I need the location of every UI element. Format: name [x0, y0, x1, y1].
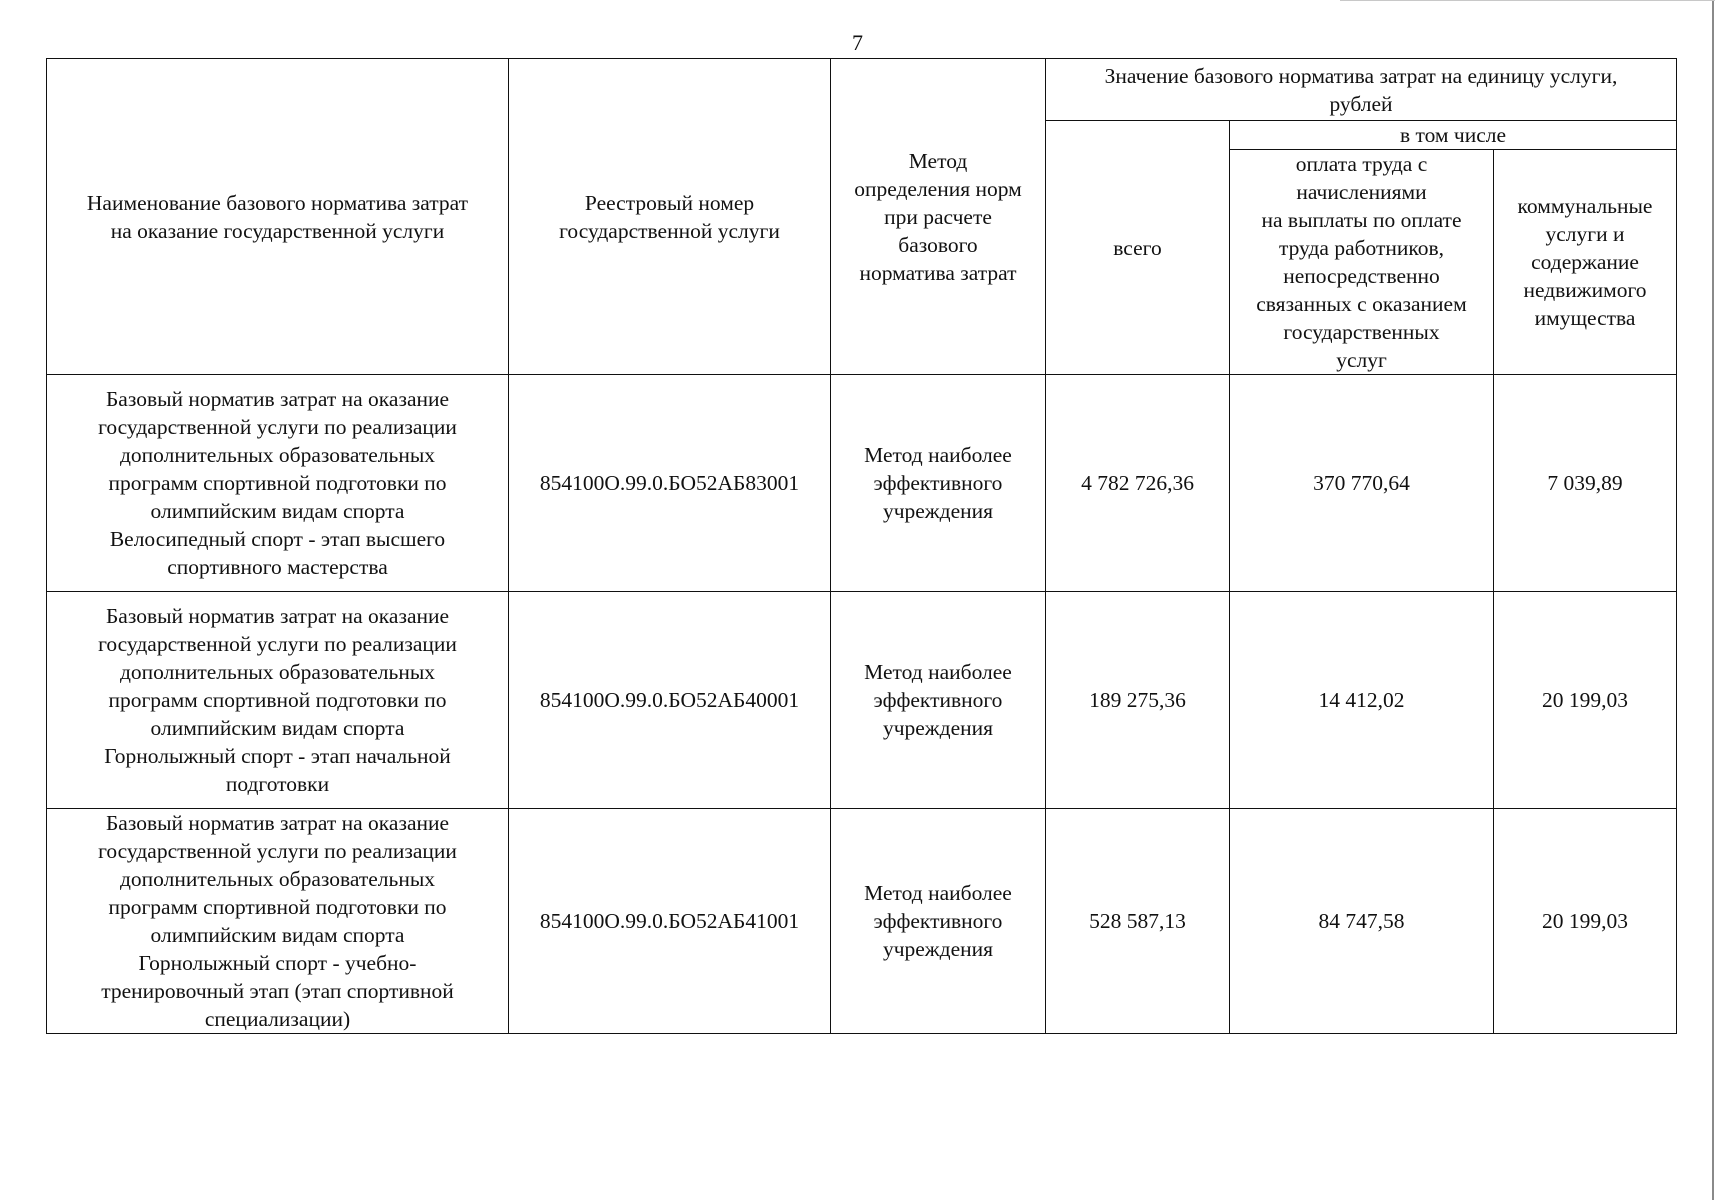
total-cell: 4 782 726,36: [1046, 375, 1230, 592]
utilities-cell: 20 199,03: [1494, 592, 1677, 809]
utilities-cell: 20 199,03: [1494, 809, 1677, 1034]
header-labor-costs: оплата труда с начислениями на выплаты по оплате труда работников, непосредственно связанных с оказанием государственных услуг: [1230, 150, 1494, 375]
norm-name-cell: Базовый норматив затрат на оказание государственной услуги по реализации дополнительных образовательных программ спортивной подготовки по олимпийским видам спорта Горнолыжный спорт - этап начальной подготовки: [47, 592, 509, 809]
utilities-cell: 7 039,89: [1494, 375, 1677, 592]
total-cell: 528 587,13: [1046, 809, 1230, 1034]
header-norm-name: Наименование базового норматива затрат на оказание государственной услуги: [47, 59, 509, 375]
header-utilities-costs: коммунальные услуги и содержание недвижимого имущества: [1494, 150, 1677, 375]
cost-norms-table: [46, 58, 1677, 1034]
norm-name-cell: Базовый норматив затрат на оказание государственной услуги по реализации дополнительных образовательных программ спортивной подготовки по олимпийским видам спорта Горнолыжный спорт - учебно- тренировочный этап (этап спортивной специализации): [47, 809, 509, 1034]
method-cell: Метод наиболее эффективного учреждения: [831, 809, 1046, 1034]
method-cell: Метод наиболее эффективного учреждения: [831, 592, 1046, 809]
table-row: [47, 375, 1677, 592]
registry-number-cell: 854100О.99.0.БО52АБ83001: [509, 375, 831, 592]
header-value-group: Значение базового норматива затрат на единицу услуги, рублей: [1046, 59, 1677, 121]
page-number: 7: [852, 30, 863, 55]
header-row: [47, 59, 1677, 121]
method-cell: Метод наиболее эффективного учреждения: [831, 375, 1046, 592]
header-method: Метод определения норм при расчете базового норматива затрат: [831, 59, 1046, 375]
labor-cell: 14 412,02: [1230, 592, 1494, 809]
labor-cell: 84 747,58: [1230, 809, 1494, 1034]
total-cell: 189 275,36: [1046, 592, 1230, 809]
labor-cell: 370 770,64: [1230, 375, 1494, 592]
header-registry-number: Реестровый номер государственной услуги: [509, 59, 831, 375]
scan-edge-line: [1712, 0, 1714, 1200]
registry-number-cell: 854100О.99.0.БО52АБ40001: [509, 592, 831, 809]
scan-top-line: [1340, 0, 1715, 1]
norm-name-cell: Базовый норматив затрат на оказание государственной услуги по реализации дополнительных образовательных программ спортивной подготовки по олимпийским видам спорта Велосипедный спорт - этап высшего спортивного мастерства: [47, 375, 509, 592]
table-row: [47, 592, 1677, 809]
header-including-group: в том числе: [1230, 121, 1677, 150]
registry-number-cell: 854100О.99.0.БО52АБ41001: [509, 809, 831, 1034]
table-row: [47, 809, 1677, 1034]
header-total: всего: [1046, 121, 1230, 375]
